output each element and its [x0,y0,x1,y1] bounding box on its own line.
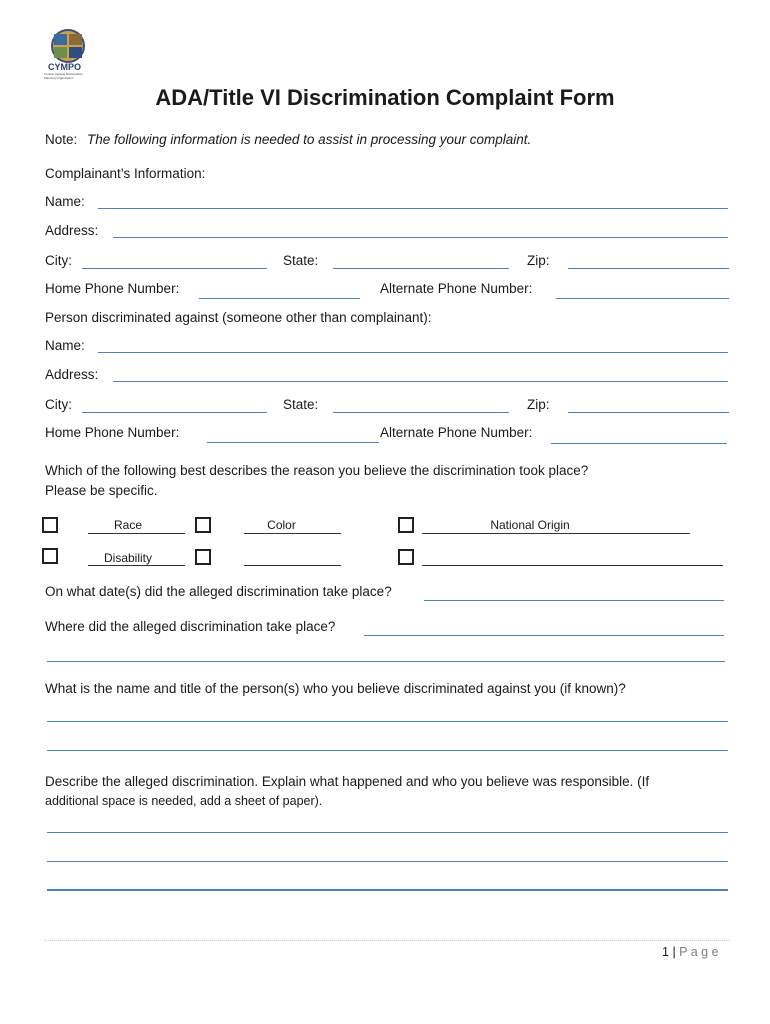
note-text: The following information is needed to assist in processing your complaint. [87,132,532,147]
complainant-name-field[interactable] [98,208,728,209]
other-underline-1[interactable] [244,565,341,566]
form-title: ADA/Title VI Discrimination Complaint Form [155,85,615,110]
person-city-field[interactable] [82,412,267,413]
date-question: On what date(s) did the alleged discrimination take place? [45,584,392,599]
disability-option-label: Disability [103,551,152,565]
where-field[interactable] [364,635,724,636]
color-underline [244,533,341,534]
logo-subtitle: Central Yavapai Metropolitan Planning Organization [44,72,83,80]
complainant-state-field[interactable] [333,268,509,269]
date-field[interactable] [424,600,724,601]
national-origin-checkbox[interactable] [398,517,414,533]
note [45,132,531,148]
person-zip-field[interactable] [568,412,729,413]
describe-field-line-2[interactable] [47,861,728,862]
color-checkbox[interactable] [195,517,211,533]
describe-field-line-1[interactable] [47,832,728,833]
person-city-label: City: [45,397,72,412]
complainant-name-label: Name: [45,194,85,209]
page-label: P a g e [679,945,719,959]
describe-line2: additional space is needed, add a sheet of paper). [45,794,323,808]
person-home-phone-field[interactable] [207,442,379,443]
disability-checkbox[interactable] [42,548,58,564]
complainant-zip-field[interactable] [568,268,729,269]
reason-question-line2: Please be specific. [45,483,158,498]
complainant-alt-phone-label: Alternate Phone Number: [380,281,533,296]
person-heading: Person discriminated against (someone other than complainant): [45,310,432,325]
footer-rule [44,940,729,941]
where-question: Where did the alleged discrimination take place? [45,619,336,634]
describe-line1: Describe the alleged discrimination. Explain what happened and who you believe was responsible. (If [45,774,650,789]
who-field-line-2[interactable] [47,750,728,751]
person-address-label: Address: [45,367,99,382]
complainant-heading: Complainant’s Information: [45,166,206,181]
logo-text: CYMPO [48,62,82,72]
who-question: What is the name and title of the person(s) who you believe discriminated against you (if known)? [45,681,626,696]
complainant-address-label: Address: [45,223,99,238]
complainant-city-field[interactable] [82,268,267,269]
person-state-label: State: [283,397,319,412]
page-footer [662,944,719,960]
disability-underline [88,565,185,566]
person-alt-phone-label: Alternate Phone Number: [380,425,533,440]
other-checkbox-1[interactable] [195,549,211,565]
cympo-logo [40,28,96,84]
who-field-line-1[interactable] [47,721,728,722]
person-state-field[interactable] [333,412,509,413]
note-label: Note: [45,132,78,147]
complainant-alt-phone-field[interactable] [556,298,729,299]
race-checkbox[interactable] [42,517,58,533]
race-underline [88,533,185,534]
complainant-city-label: City: [45,253,72,268]
person-address-field[interactable] [113,381,728,382]
person-alt-phone-field[interactable] [551,443,727,444]
other-underline-2[interactable] [422,565,723,566]
complainant-zip-label: Zip: [527,253,550,268]
page-separator: | [672,945,676,959]
complainant-home-phone-label: Home Phone Number: [45,281,180,296]
national-origin-option-label: National Origin [490,518,570,532]
page-number: 1 [662,945,669,959]
where-field-line-2[interactable] [47,661,725,662]
person-zip-label: Zip: [527,397,550,412]
person-name-field[interactable] [98,352,728,353]
person-name-label: Name: [45,338,85,353]
color-option-label: Color [267,518,296,532]
national-origin-underline [422,533,690,534]
complainant-state-label: State: [283,253,319,268]
complainant-address-field[interactable] [113,237,728,238]
reason-question-line1: Which of the following best describes the reason you believe the discrimination took place? [45,463,589,478]
other-checkbox-2[interactable] [398,549,414,565]
complainant-home-phone-field[interactable] [199,298,360,299]
person-home-phone-label: Home Phone Number: [45,425,180,440]
race-option-label: Race [113,518,142,532]
describe-field-line-3[interactable] [47,889,728,891]
